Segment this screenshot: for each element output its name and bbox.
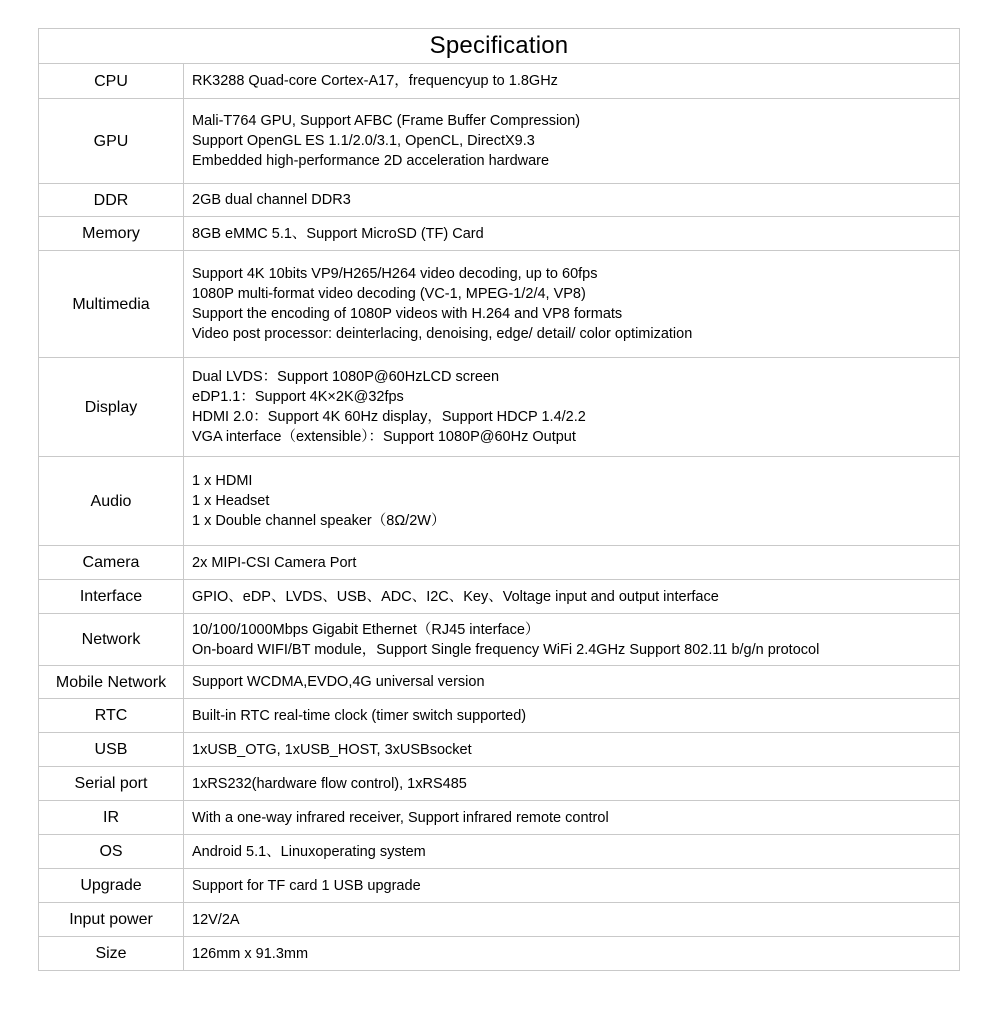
value-line: HDMI 2.0：Support 4K 60Hz display，Support HDCP 1.4/2.2 bbox=[192, 409, 586, 425]
row-value bbox=[184, 546, 959, 579]
table-row bbox=[39, 183, 959, 216]
value-line: Built-in RTC real-time clock (timer switch supported) bbox=[192, 707, 527, 724]
value-line: GPIO、eDP、LVDS、USB、ADC、I2C、Key、Voltage input and output interface bbox=[192, 588, 719, 605]
row-value bbox=[184, 666, 959, 698]
value-line: 2x MIPI-CSI Camera Port bbox=[192, 554, 357, 571]
value-line: Android 5.1、Linuxoperating system bbox=[192, 843, 426, 860]
row-label: CPU bbox=[39, 64, 184, 98]
table-row bbox=[39, 732, 959, 766]
table-row bbox=[39, 98, 959, 183]
value-line: 8GB eMMC 5.1、Support MicroSD (TF) Card bbox=[192, 225, 484, 242]
value-line: RK3288 Quad-core Cortex-A17，frequencyup to 1.8GHz bbox=[192, 73, 558, 89]
value-line: 1 x Headset bbox=[192, 493, 270, 509]
row-value bbox=[184, 99, 959, 183]
value-line: 12V/2A bbox=[192, 911, 240, 928]
value-line: Dual LVDS：Support 1080P@60HzLCD screen bbox=[192, 369, 500, 385]
row-label: DDR bbox=[39, 184, 184, 216]
table-row bbox=[39, 63, 959, 98]
table-row bbox=[39, 250, 959, 357]
table-row bbox=[39, 665, 959, 698]
row-label: Input power bbox=[39, 903, 184, 936]
row-label: Serial port bbox=[39, 767, 184, 800]
table-title: Specification bbox=[429, 32, 569, 59]
value-line: 1xRS232(hardware flow control), 1xRS485 bbox=[192, 775, 467, 792]
row-value bbox=[184, 767, 959, 800]
value-line: VGA interface（extensible）：Support 1080P@60Hz Output bbox=[192, 429, 576, 445]
value-line: Mali-T764 GPU, Support AFBC (Frame Buffer Compression) bbox=[192, 113, 581, 129]
value-line: 126mm x 91.3mm bbox=[192, 945, 309, 962]
table-row bbox=[39, 613, 959, 665]
table-row bbox=[39, 698, 959, 732]
table-title-row bbox=[39, 29, 959, 63]
table-row bbox=[39, 902, 959, 936]
row-label: Audio bbox=[39, 457, 184, 545]
value-line: Support OpenGL ES 1.1/2.0/3.1, OpenCL, DirectX9.3 bbox=[192, 133, 535, 149]
row-value bbox=[184, 217, 959, 250]
row-value bbox=[184, 614, 959, 665]
table-row bbox=[39, 936, 959, 970]
value-line: 1 x HDMI bbox=[192, 473, 253, 489]
value-line: Support for TF card 1 USB upgrade bbox=[192, 877, 421, 894]
row-value bbox=[184, 580, 959, 613]
table-row bbox=[39, 357, 959, 456]
row-label: Multimedia bbox=[39, 251, 184, 357]
value-line: 1xUSB_OTG, 1xUSB_HOST, 3xUSBsocket bbox=[192, 741, 472, 758]
value-line: Video post processor: deinterlacing, denoising, edge/ detail/ color optimization bbox=[192, 326, 693, 342]
value-line: Support 4K 10bits VP9/H265/H264 video decoding, up to 60fps bbox=[192, 266, 598, 282]
row-value bbox=[184, 733, 959, 766]
value-line: 2GB dual channel DDR3 bbox=[192, 192, 351, 208]
row-label: Network bbox=[39, 614, 184, 665]
value-line: With a one-way infrared receiver, Support infrared remote control bbox=[192, 809, 609, 826]
row-label: Mobile Network bbox=[39, 666, 184, 698]
table-row bbox=[39, 456, 959, 545]
value-line: 1080P multi-format video decoding (VC-1, MPEG-1/2/4, VP8) bbox=[192, 286, 586, 302]
row-value bbox=[184, 457, 959, 545]
row-label: OS bbox=[39, 835, 184, 868]
value-line: Support the encoding of 1080P videos with H.264 and VP8 formats bbox=[192, 306, 623, 322]
row-value bbox=[184, 869, 959, 902]
table-row bbox=[39, 800, 959, 834]
specification-table bbox=[38, 28, 960, 971]
row-label: USB bbox=[39, 733, 184, 766]
table-row bbox=[39, 766, 959, 800]
row-value bbox=[184, 184, 959, 216]
row-value bbox=[184, 358, 959, 456]
row-label: Upgrade bbox=[39, 869, 184, 902]
row-value bbox=[184, 937, 959, 970]
row-value bbox=[184, 699, 959, 732]
row-label: Interface bbox=[39, 580, 184, 613]
table-row bbox=[39, 216, 959, 250]
row-value bbox=[184, 835, 959, 868]
table-body bbox=[39, 63, 959, 970]
value-line: Support WCDMA,EVDO,4G universal version bbox=[192, 674, 485, 690]
row-label: Memory bbox=[39, 217, 184, 250]
row-value bbox=[184, 64, 959, 98]
row-value bbox=[184, 251, 959, 357]
row-value bbox=[184, 801, 959, 834]
row-label: Camera bbox=[39, 546, 184, 579]
row-label: IR bbox=[39, 801, 184, 834]
table-row bbox=[39, 834, 959, 868]
row-label: RTC bbox=[39, 699, 184, 732]
row-label: Size bbox=[39, 937, 184, 970]
row-label: GPU bbox=[39, 99, 184, 183]
row-label: Display bbox=[39, 358, 184, 456]
value-line: 1 x Double channel speaker（8Ω/2W） bbox=[192, 513, 446, 529]
row-value bbox=[184, 903, 959, 936]
value-line: Embedded high-performance 2D acceleration hardware bbox=[192, 153, 550, 169]
table-row bbox=[39, 868, 959, 902]
value-line: eDP1.1：Support 4K×2K@32fps bbox=[192, 389, 404, 405]
table-row bbox=[39, 579, 959, 613]
value-line: 10/100/1000Mbps Gigabit Ethernet（RJ45 interface） bbox=[192, 621, 540, 638]
value-line: On-board WIFI/BT module，Support Single frequency WiFi 2.4GHz Support 802.11 b/g/n protocol bbox=[192, 641, 820, 658]
table-row bbox=[39, 545, 959, 579]
